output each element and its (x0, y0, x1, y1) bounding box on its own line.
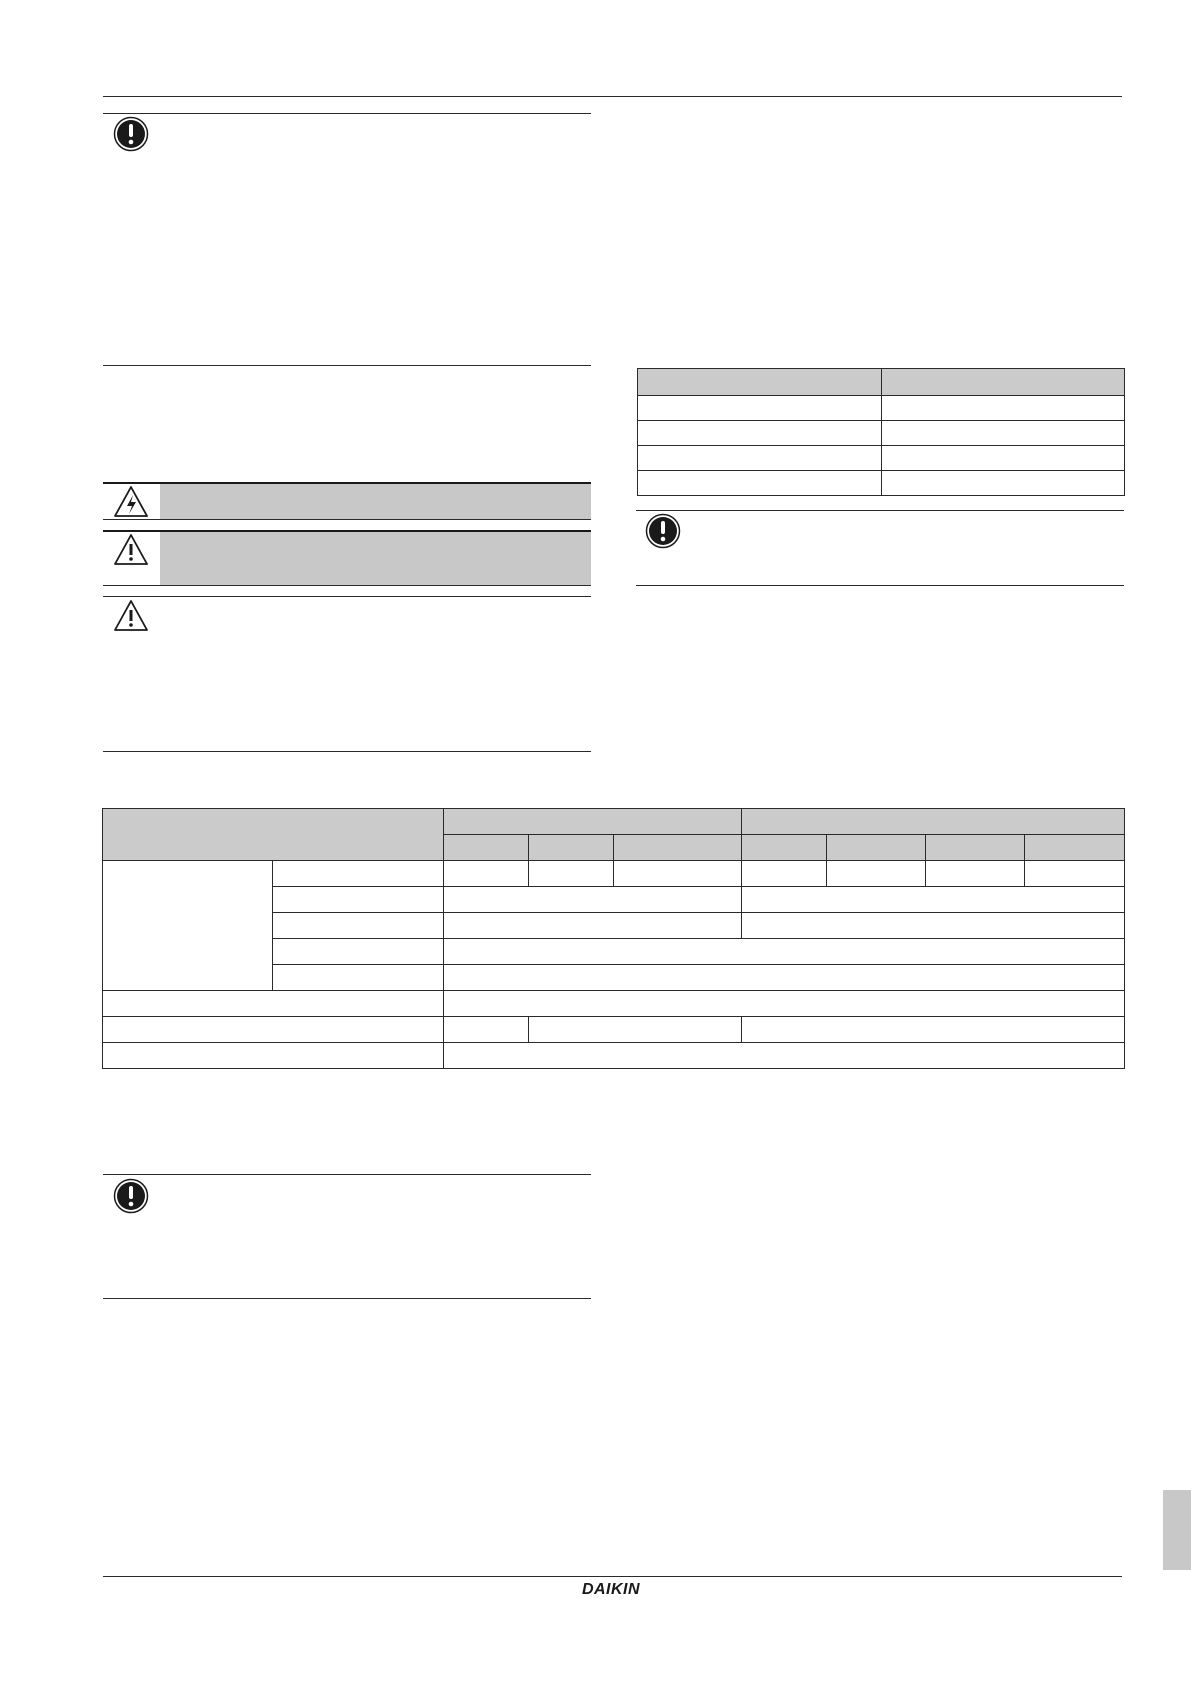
notice-3-top-rule (103, 1174, 591, 1175)
danger-electric-band (160, 484, 591, 519)
table-cell (827, 861, 926, 887)
notice-2-top-rule (636, 510, 1124, 511)
small-table-cell (882, 421, 1125, 446)
caution-top-rule (103, 596, 591, 597)
small-table-cell (638, 396, 882, 421)
table-row-label (273, 965, 444, 991)
specifications-table (102, 808, 1125, 1069)
table-cell (529, 861, 614, 887)
table-cell (444, 1043, 1125, 1069)
table-row-label (103, 1043, 444, 1069)
table-subheader-cell (1025, 835, 1125, 861)
table-subheader-cell (827, 835, 926, 861)
chapter-tab-marker (1163, 1490, 1191, 1570)
table-row-label (103, 1017, 444, 1043)
electric-hazard-icon (113, 484, 149, 520)
important-notice-icon (645, 513, 681, 549)
table-row-label (103, 991, 444, 1017)
table-cell (1025, 861, 1125, 887)
small-table-cell (882, 471, 1125, 496)
table-cell (742, 1017, 1125, 1043)
table-header-group-a (444, 809, 742, 835)
notice-3-bottom-rule (103, 1298, 591, 1299)
table-subheader-cell (614, 835, 742, 861)
table-header-cell (103, 809, 444, 861)
header-rule (103, 96, 1122, 97)
small-table-cell (882, 446, 1125, 471)
caution-icon (113, 598, 149, 634)
table-row-label (273, 913, 444, 939)
important-notice-icon (113, 1178, 149, 1214)
notice-2-bottom-rule (636, 585, 1124, 586)
table-row-label (273, 861, 444, 887)
small-table-cell (882, 396, 1125, 421)
small-table-cell (638, 446, 882, 471)
table-cell (444, 939, 1125, 965)
svg-text:DAIKIN: DAIKIN (581, 1581, 641, 1597)
table-row-label (273, 887, 444, 913)
table-subheader-cell (529, 835, 614, 861)
table-cell (926, 861, 1025, 887)
table-cell (444, 965, 1125, 991)
important-notice-icon (113, 116, 149, 152)
table-row-group-label (103, 861, 273, 991)
notice-1-top-rule (103, 113, 591, 114)
table-subheader-cell (742, 835, 827, 861)
table-subheader-cell (444, 835, 529, 861)
table-header-group-b (742, 809, 1125, 835)
table-row-label (273, 939, 444, 965)
warning-band-bottom-rule (103, 585, 591, 586)
footer-rule (103, 1576, 1122, 1577)
table-cell (614, 861, 742, 887)
table-cell (444, 887, 742, 913)
table-cell (742, 887, 1125, 913)
danger-band-bottom-rule (103, 519, 591, 520)
notice-1-bottom-rule (103, 365, 591, 366)
small-table-cell (638, 421, 882, 446)
table-cell (742, 913, 1125, 939)
small-table-header-cell (882, 369, 1125, 396)
table-cell (742, 861, 827, 887)
table-cell (444, 861, 529, 887)
warning-band (160, 532, 591, 585)
small-table-cell (638, 471, 882, 496)
table-subheader-cell (926, 835, 1025, 861)
table-cell (444, 1017, 529, 1043)
small-table (637, 368, 1125, 496)
table-cell (529, 1017, 742, 1043)
table-cell (444, 913, 742, 939)
daikin-logo (571, 1579, 651, 1597)
caution-bottom-rule (103, 751, 591, 752)
table-cell (444, 991, 1125, 1017)
warning-icon (113, 532, 149, 568)
small-table-header-cell (638, 369, 882, 396)
